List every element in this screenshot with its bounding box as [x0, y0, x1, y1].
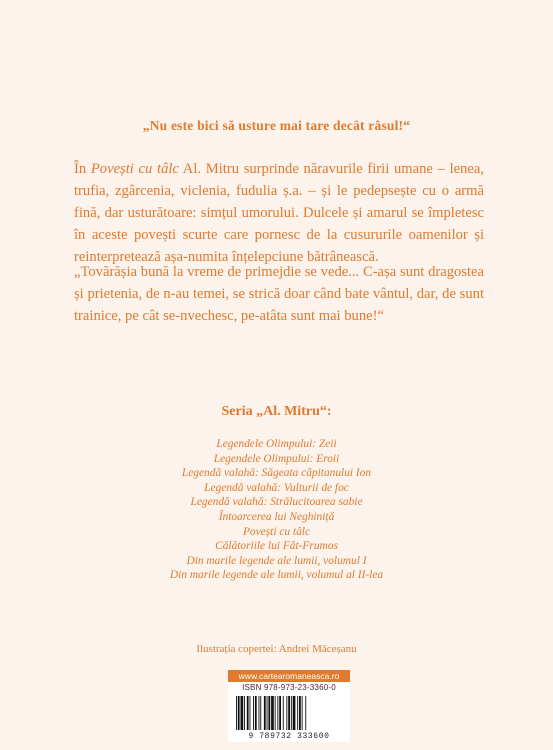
series-book-item: Legendele Olimpului: Eroii	[213, 452, 340, 465]
barcode-bar	[244, 696, 245, 730]
barcode-bar	[286, 696, 287, 730]
series-book-list	[0, 437, 553, 583]
barcode-bar	[297, 696, 298, 730]
barcode-image	[228, 694, 350, 732]
barcode-bar	[299, 696, 301, 730]
book-title: Povești cu tâlc	[90, 161, 179, 177]
barcode-bar	[275, 696, 276, 730]
series-book-item: Legendă valahă: Săgeata căpitanului Ion	[181, 467, 372, 480]
barcode-bar	[305, 696, 306, 730]
barcode-bar	[264, 696, 266, 730]
barcode-block	[228, 670, 350, 742]
barcode-bar	[241, 696, 244, 730]
barcode-bar	[250, 696, 251, 730]
barcode-bar	[271, 696, 274, 730]
barcode-bar	[283, 696, 284, 730]
series-title: Seria „Al. Mitru“:	[221, 404, 332, 419]
barcode-bar	[291, 696, 292, 730]
barcode-bar	[260, 696, 261, 730]
barcode-bar	[288, 696, 290, 730]
barcode	[228, 694, 350, 742]
barcode-bar	[302, 696, 303, 730]
series-book-item: Călătoriile lui Făt-Frumos	[215, 540, 338, 553]
barcode-digits: 9 789732 333600	[228, 732, 350, 742]
description-text: Al. Mitru surprinde năravurile firii umane – lenea, trufia, zgârcenia, viclenia, fudulia ș.a. – și le pedepsește cu o armă fină, dar usturătoare: simțul umorului. Dulcele și amarul se împletesc în aceste povești scurte care pornesc de la cusururile oamenilor și reinterpretează așa-numita înțelepciune bătrânească.	[74, 161, 484, 265]
barcode-bar	[253, 696, 254, 730]
barcode-bar	[236, 696, 237, 730]
series-book-item: Legendele Olimpului: Zeii	[216, 438, 337, 450]
barcode-bar	[277, 696, 278, 730]
barcode-bar	[259, 696, 260, 730]
barcode-bar	[267, 696, 268, 730]
excerpt-paragraph: „Tovărășia bună la vreme de primejdie se vede... C-așa sunt dragostea și prietenia, de n-au temei, se strică doar când bate vântul, dar, de sunt trainice, pe cât se-nvechesc, pe-atâta sunt mai bune!“	[74, 264, 484, 324]
publisher-url: www.cartearomaneasca.ro	[228, 670, 350, 682]
description-prefix: În	[74, 161, 91, 177]
series-book-item: Din marile legende ale lumii, volumul al II-lea	[169, 569, 384, 582]
barcode-bar	[255, 696, 257, 730]
illustration-credit: Ilustrația copertei: Andrei Măceșanu	[196, 643, 357, 655]
barcode-bar	[279, 696, 281, 730]
series-book-item: Legendă valahă: Strălucitoarea sabie	[190, 496, 363, 509]
motto: „Nu este bici să usture mai tare decât râsul!“	[142, 118, 411, 133]
barcode-bar	[247, 696, 249, 730]
series-book-item: Din marile legende ale lumii, volumul I	[186, 554, 367, 567]
series-book-item: Povești cu tâlc	[242, 525, 311, 538]
barcode-bar	[268, 696, 270, 730]
barcode-bar	[293, 696, 296, 730]
series-book-item: Întoarcerea lui Neghiniță	[218, 510, 335, 523]
description-paragraph	[74, 158, 484, 268]
isbn-label: ISBN 978-973-23-3360-0	[228, 682, 350, 694]
series-book-item: Legendă valahă: Vulturii de foc	[204, 481, 349, 494]
barcode-bar	[238, 696, 240, 730]
